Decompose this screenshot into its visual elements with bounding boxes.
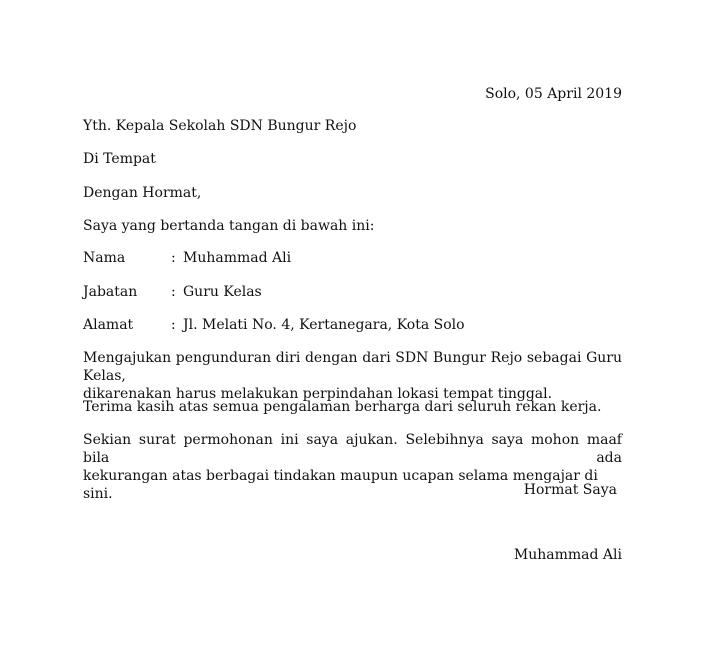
greeting: Dengan Hormat, <box>83 185 202 201</box>
intro-text: Saya yang bertanda tangan di bawah ini: <box>83 218 375 234</box>
recipient: Yth. Kepala Sekolah SDN Bungur Rejo <box>83 118 357 134</box>
body-line: kekurangan atas berbagai tindakan maupun ucapan selama mengajar di sini. <box>83 468 598 502</box>
field-label: Alamat <box>83 317 134 333</box>
place-date: Solo, 05 April 2019 <box>485 86 622 102</box>
field-value: Jl. Melati No. 4, Kertanegara, Kota Solo <box>183 317 465 333</box>
body-paragraph-thanks: Terima kasih atas semua pengalaman berharga dari seluruh rekan kerja. <box>83 399 602 415</box>
body-line: Sekian surat permohonan ini saya ajukan. Selebihnya saya mohon maaf bila ada <box>83 432 622 466</box>
field-value: Guru Kelas <box>183 284 262 300</box>
body-line: dikarenakan harus melakukan perpindahan lokasi tempat tinggal. <box>83 386 553 402</box>
location: Di Tempat <box>83 151 156 167</box>
body-paragraph-resignation <box>83 349 622 403</box>
closing-salutation: Hormat Saya <box>523 482 617 498</box>
signature-name: Muhammad Ali <box>513 547 622 563</box>
field-label: Jabatan <box>83 284 138 300</box>
field-label: Nama <box>83 250 126 266</box>
body-line: Mengajukan pengunduran diri dengan dari SDN Bungur Rejo sebagai Guru Kelas, <box>83 350 622 384</box>
field-colon: : <box>171 317 176 333</box>
field-colon: : <box>171 250 176 266</box>
field-colon: : <box>171 284 176 300</box>
field-value: Muhammad Ali <box>183 250 292 266</box>
